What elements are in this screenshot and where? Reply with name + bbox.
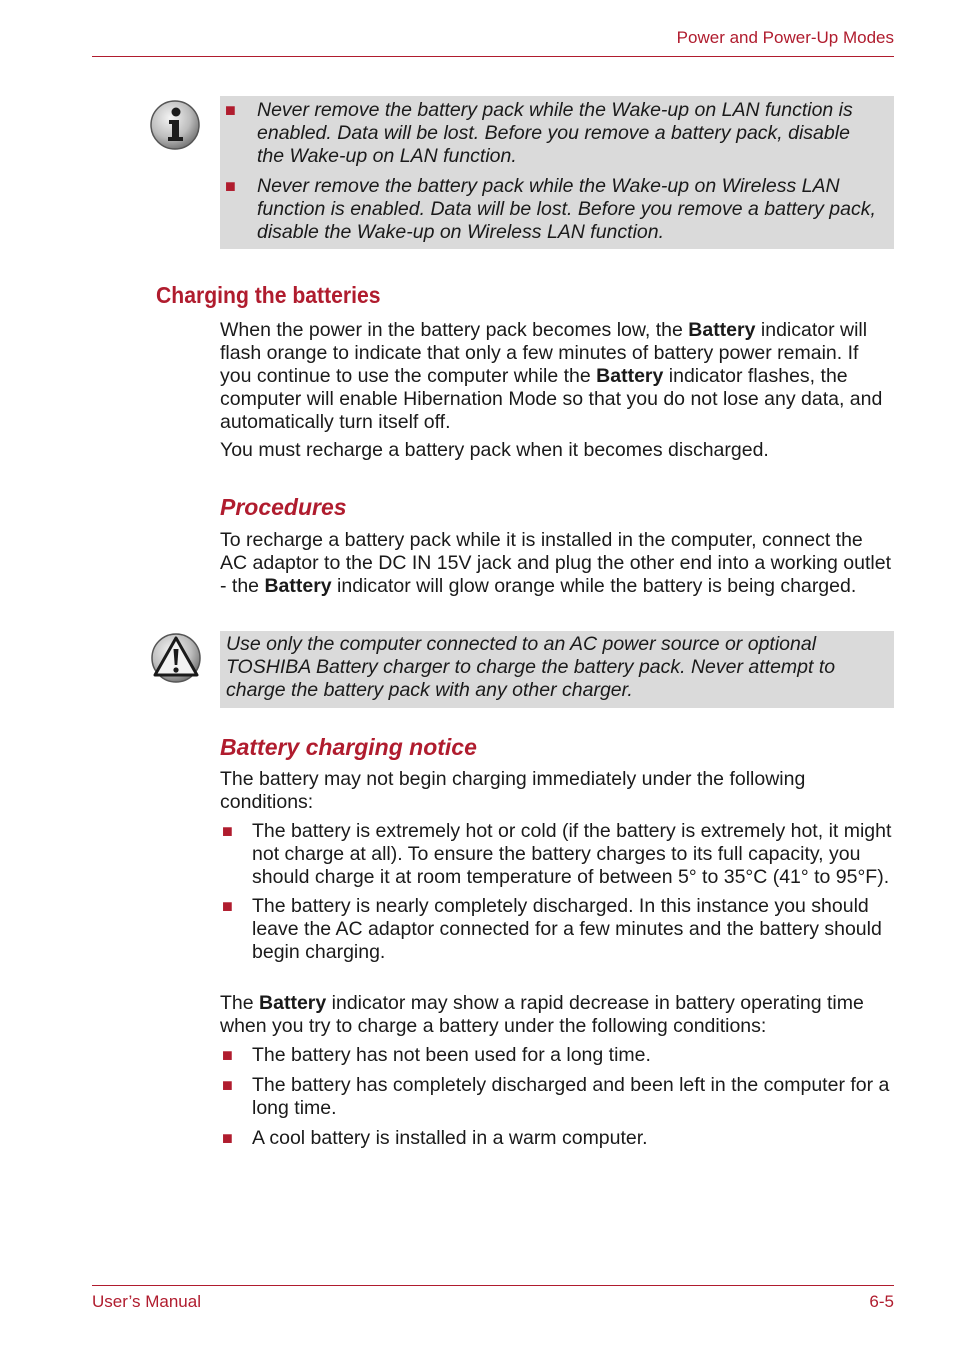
footer-rule (92, 1285, 894, 1286)
paragraph: To recharge a battery pack while it is installed in the computer, connect the AC adaptor to the DC IN 15V jack and plug the other end into a working outlet - the Battery indicator will glow orange while the battery is being charged. (220, 529, 891, 597)
list-item-text: The battery has completely discharged and been left in the computer for a long time. (252, 1074, 890, 1119)
list-item (220, 820, 894, 889)
bullet-list (220, 1044, 894, 1150)
list-item (220, 1044, 894, 1067)
paragraph: The Battery indicator may show a rapid decrease in battery operating time when you try to charge a battery under the following conditions: (220, 992, 864, 1037)
list-item (220, 895, 894, 964)
list-item-text: The battery has not been used for a long time. (252, 1044, 651, 1066)
paragraph: You must recharge a battery pack when it becomes discharged. (220, 439, 769, 461)
paragraph: The battery may not begin charging immediately under the following conditions: (220, 768, 806, 813)
section-heading: Charging the batteries (156, 282, 381, 308)
list-item-text: The battery is extremely hot or cold (if the battery is extremely hot, it might not charge at all). To ensure the battery charges to its full capacity, you should charge it at room temperature of between 5° to 35°C (41° to 95°F). (252, 820, 892, 888)
bullet-square-icon: ■ (222, 1075, 233, 1095)
bullet-square-icon: ■ (222, 821, 233, 841)
bullet-square-icon: ■ (222, 1128, 233, 1148)
list-item (220, 1127, 894, 1150)
header-rule (92, 56, 894, 57)
list-item-text: The battery is nearly completely discharged. In this instance you should leave the AC adaptor connected for a few minutes and the battery should begin charging. (252, 895, 882, 963)
bullet-square-icon: ■ (225, 176, 236, 196)
subsection-heading: Procedures (220, 494, 347, 520)
note-text: Never remove the battery pack while the Wake-up on Wireless LAN function is enabled. Data will be lost. Before you remove a battery pack, disable the Wake-up on Wireless LAN function. (257, 175, 876, 243)
bullet-list (220, 820, 894, 964)
bullet-square-icon: ■ (222, 896, 233, 916)
note-text: Never remove the battery pack while the Wake-up on LAN function is enabled. Data will be lost. Before you remove a battery pack, disable the Wake-up on LAN function. (257, 99, 853, 167)
info-icon (149, 99, 201, 151)
bullet-square-icon: ■ (225, 100, 236, 120)
caution-text: Use only the computer connected to an AC power source or optional TOSHIBA Battery charger to charge the battery pack. Never attempt to charge the battery pack with any other charger. (226, 633, 836, 701)
note-item (220, 175, 882, 244)
list-item-text: A cool battery is installed in a warm computer. (252, 1127, 648, 1149)
paragraph: When the power in the battery pack becomes low, the Battery indicator will flash orange to indicate that only a few minutes of battery power remain. If you continue to use the computer while the Battery indicator flashes, the computer will enable Hibernation Mode so that you do not lose any data, and automatically turn itself off. (220, 319, 883, 433)
running-header: Power and Power-Up Modes (676, 28, 894, 47)
caution-icon (150, 632, 202, 684)
info-note (220, 96, 894, 249)
caution-note (220, 631, 894, 708)
subsection-heading: Battery charging notice (220, 734, 477, 760)
page-number: 6-5 (869, 1292, 894, 1311)
note-item (220, 99, 882, 168)
list-item (220, 1074, 894, 1120)
footer-manual-title: User’s Manual (92, 1292, 201, 1311)
bullet-square-icon: ■ (222, 1045, 233, 1065)
